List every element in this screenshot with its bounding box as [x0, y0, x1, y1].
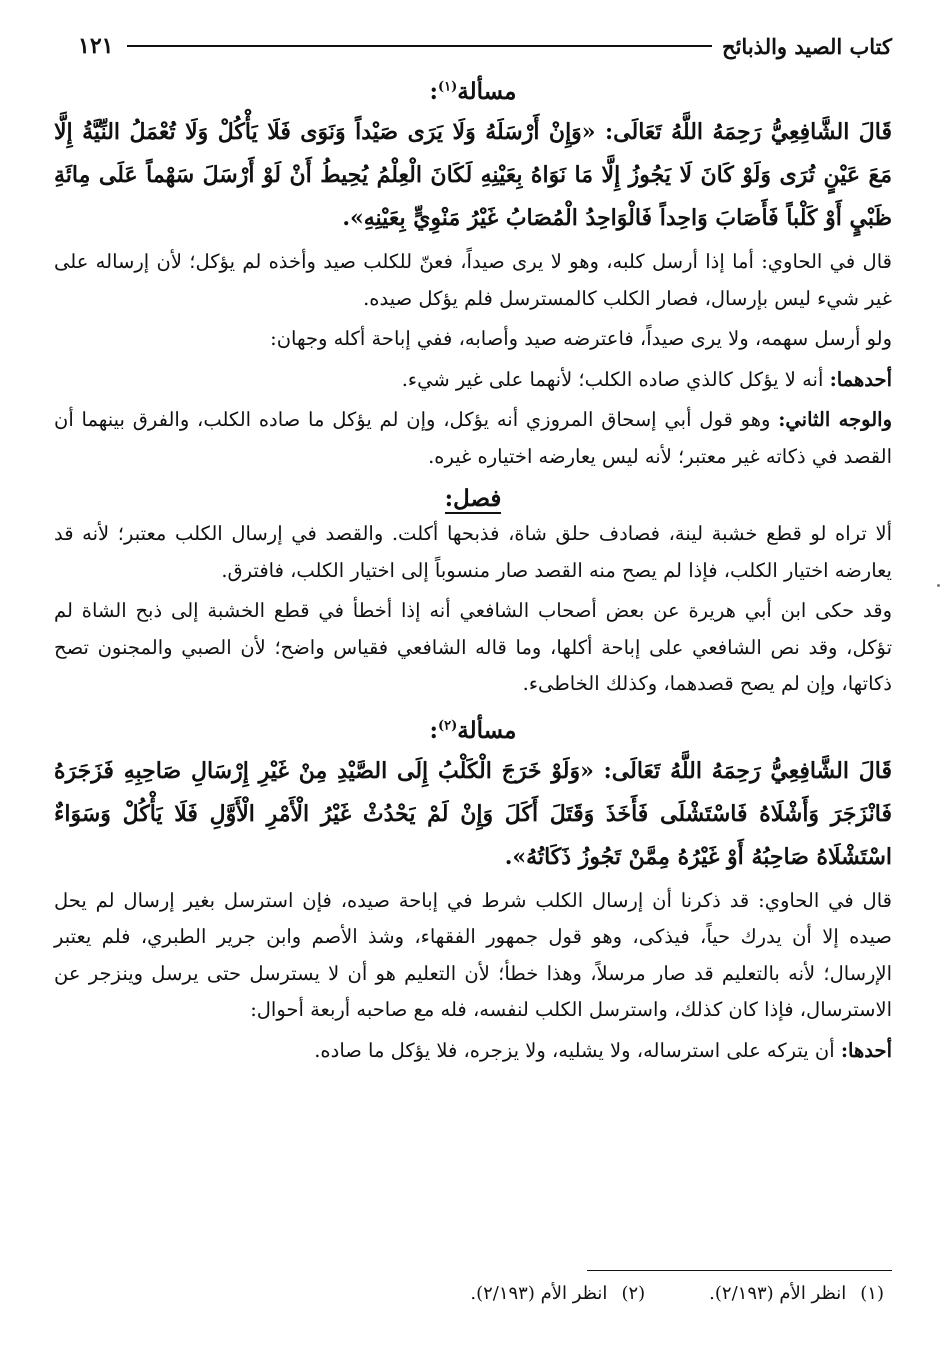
footnote-ref-2[interactable]: (٢)	[438, 717, 458, 733]
masala-1-paragraph-3: أحدهما: أنه لا يؤكل كالذي صاده الكلب؛ لأنهما على غير شيء.	[401, 367, 892, 391]
paragraph-lead: أحدهما:	[829, 367, 892, 391]
paragraph-lead: أحدها:	[840, 1038, 892, 1062]
fasl-heading: فصل:	[444, 485, 502, 512]
masala-2-imam-text: قَالَ الشَّافِعِيُّ رَحِمَهُ اللَّهُ تَعَالَى: «وَلَوْ خَرَجَ الْكَلْبُ إِلَى الصَّيْدِ مِنْ غَيْرِ إِرْسَالِ صَاحِبِهِ فَزَجَرَهُ فَانْزَجَرَ وَأَشْلَاهُ فَاسْتَشْلَى فَأَخَذَ وَقَتَلَ أَكَلَ وَإِنْ لَمْ يَحْدُثْ غَيْرُ الْأَمْرِ الْأَوَّلِ فَلَا يَأْكُلْ وَسَوَاءٌ اسْتَشْلَاهُ صَاحِبُهُ أَوْ غَيْرُهُ مِمَّنْ تَجُوزُ ذَكَاتُهُ».	[54, 757, 892, 870]
document-page	[54, 28, 892, 1073]
footnotes	[54, 1270, 892, 1304]
page-header	[54, 28, 892, 64]
footnote-list	[54, 1283, 892, 1304]
masala-2-paragraph-2: أحدها: أن يتركه على استرساله، ولا يشليه، ولا يزجره، فلا يؤكل ما صاده.	[314, 1038, 892, 1062]
masala-1-paragraph-2: ولو أرسل سهمه، ولا يرى صيداً، فاعترضه صيد وأصابه، ففي إباحة أكله وجهان:	[270, 327, 892, 350]
masala-1-heading: مسألة$^{(١)}$:	[429, 78, 517, 105]
page-number: ١٢١	[78, 33, 114, 59]
fasl-paragraph-1: ألا تراه لو قطع خشبة لينة، فصادف حلق شاة، فذبحها أكلت. والقصد في إرسال الكلب معتبر؛ لأنه قد يعارضه اختيار الكلب، فإذا لم يصح منه القصد صار منسوباً إلى اختيار الكلب، فافترق.	[54, 522, 892, 582]
running-title: كتاب الصيد والذبائح	[722, 33, 892, 59]
paragraph-lead: والوجه الثاني:	[778, 408, 893, 431]
masala-1-paragraph-1: قال في الحاوي: أما إذا أرسل كلبه، وهو لا يرى صيداً، فعنّ للكلب صيد وأخذه لم يؤكل؛ لأن إرساله على غير شيء ليس بإرسال، فصار الكلب كالمسترسل فلم يؤكل صيده.	[54, 250, 892, 310]
footnote-2: (٢)انظر الأم (٢/١٩٣).	[470, 1283, 646, 1304]
margin-mark	[937, 584, 940, 587]
fasl-paragraph-2: وقد حكى ابن أبي هريرة عن بعض أصحاب الشافعي أنه إذا أخطأ في قطع الخشبة إلى ذبح الشاة لم تؤكل، وقد نص الشافعي على إباحة أكلها، وما قاله الشافعي فقياس واضح؛ لأن الصبي والمجنون تصح ذكاتها، وإن لم يصح قصدهما، وكذلك الخاطىء.	[54, 599, 892, 695]
masala-2-paragraph-1: قال في الحاوي: قد ذكرنا أن إرسال الكلب شرط في إباحة صيده، فإن استرسل بغير إرسال لم يحل صيده إلا أن يدرك حياً، فيذكى، وهو قول جمهور الفقهاء، وشذ الأصم وابن جرير الطبري، فلم يعتبر الإرسال؛ لأنه بالتعليم قد صار مرسلاً، وهذا خطأ؛ لأن التعليم هو أن لا يسترسل حتى يرسل وينزجر عن الاسترسال، فإذا كان كذلك، واسترسل الكلب لنفسه، فله مع صاحبه أربعة أحوال:	[54, 888, 892, 1021]
footnote-1: (١)انظر الأم (٢/١٩٣).	[709, 1283, 884, 1304]
header-rule	[127, 45, 712, 47]
masala-2-heading: مسألة$^{(٢)}$:	[429, 716, 517, 744]
footnote-ref-1[interactable]: (١)	[438, 79, 458, 95]
footnote-rule	[587, 1270, 892, 1271]
masala-1-imam-text: قَالَ الشَّافِعِيُّ رَحِمَهُ اللَّهُ تَعَالَى: «وَإِنْ أَرْسَلَهُ وَلَا يَرَى صَيْداً وَنَوَى فَلَا يَأْكُلْ وَلَا تُعْمَلُ النِّيَّةُ إِلَّا مَعَ عَيْنٍ تُرَى وَلَوْ كَانَ لَا يَجُوزُ إِلَّا مَا نَوَاهُ بِعَيْنِهِ لَكَانَ الْعِلْمُ يُحِيطُ أَنْ لَوْ أَرْسَلَ سَهْماً عَلَى مِائَةِ ظَبْيٍ أَوْ كَلْباً فَأَصَابَ وَاحِداً فَالْوَاحِدُ الْمُصَابُ غَيْرُ مَنْوِيٍّ بِعَيْنِهِ».	[54, 119, 892, 231]
masala-1-paragraph-4: والوجه الثاني: وهو قول أبي إسحاق المروزي أنه يؤكل، وإن لم يؤكل ما صاده الكلب، والفرق بينهما أن القصد في ذكاته غير معتبر؛ لأنه ليس يعارضه اختياره غيره.	[54, 408, 893, 468]
